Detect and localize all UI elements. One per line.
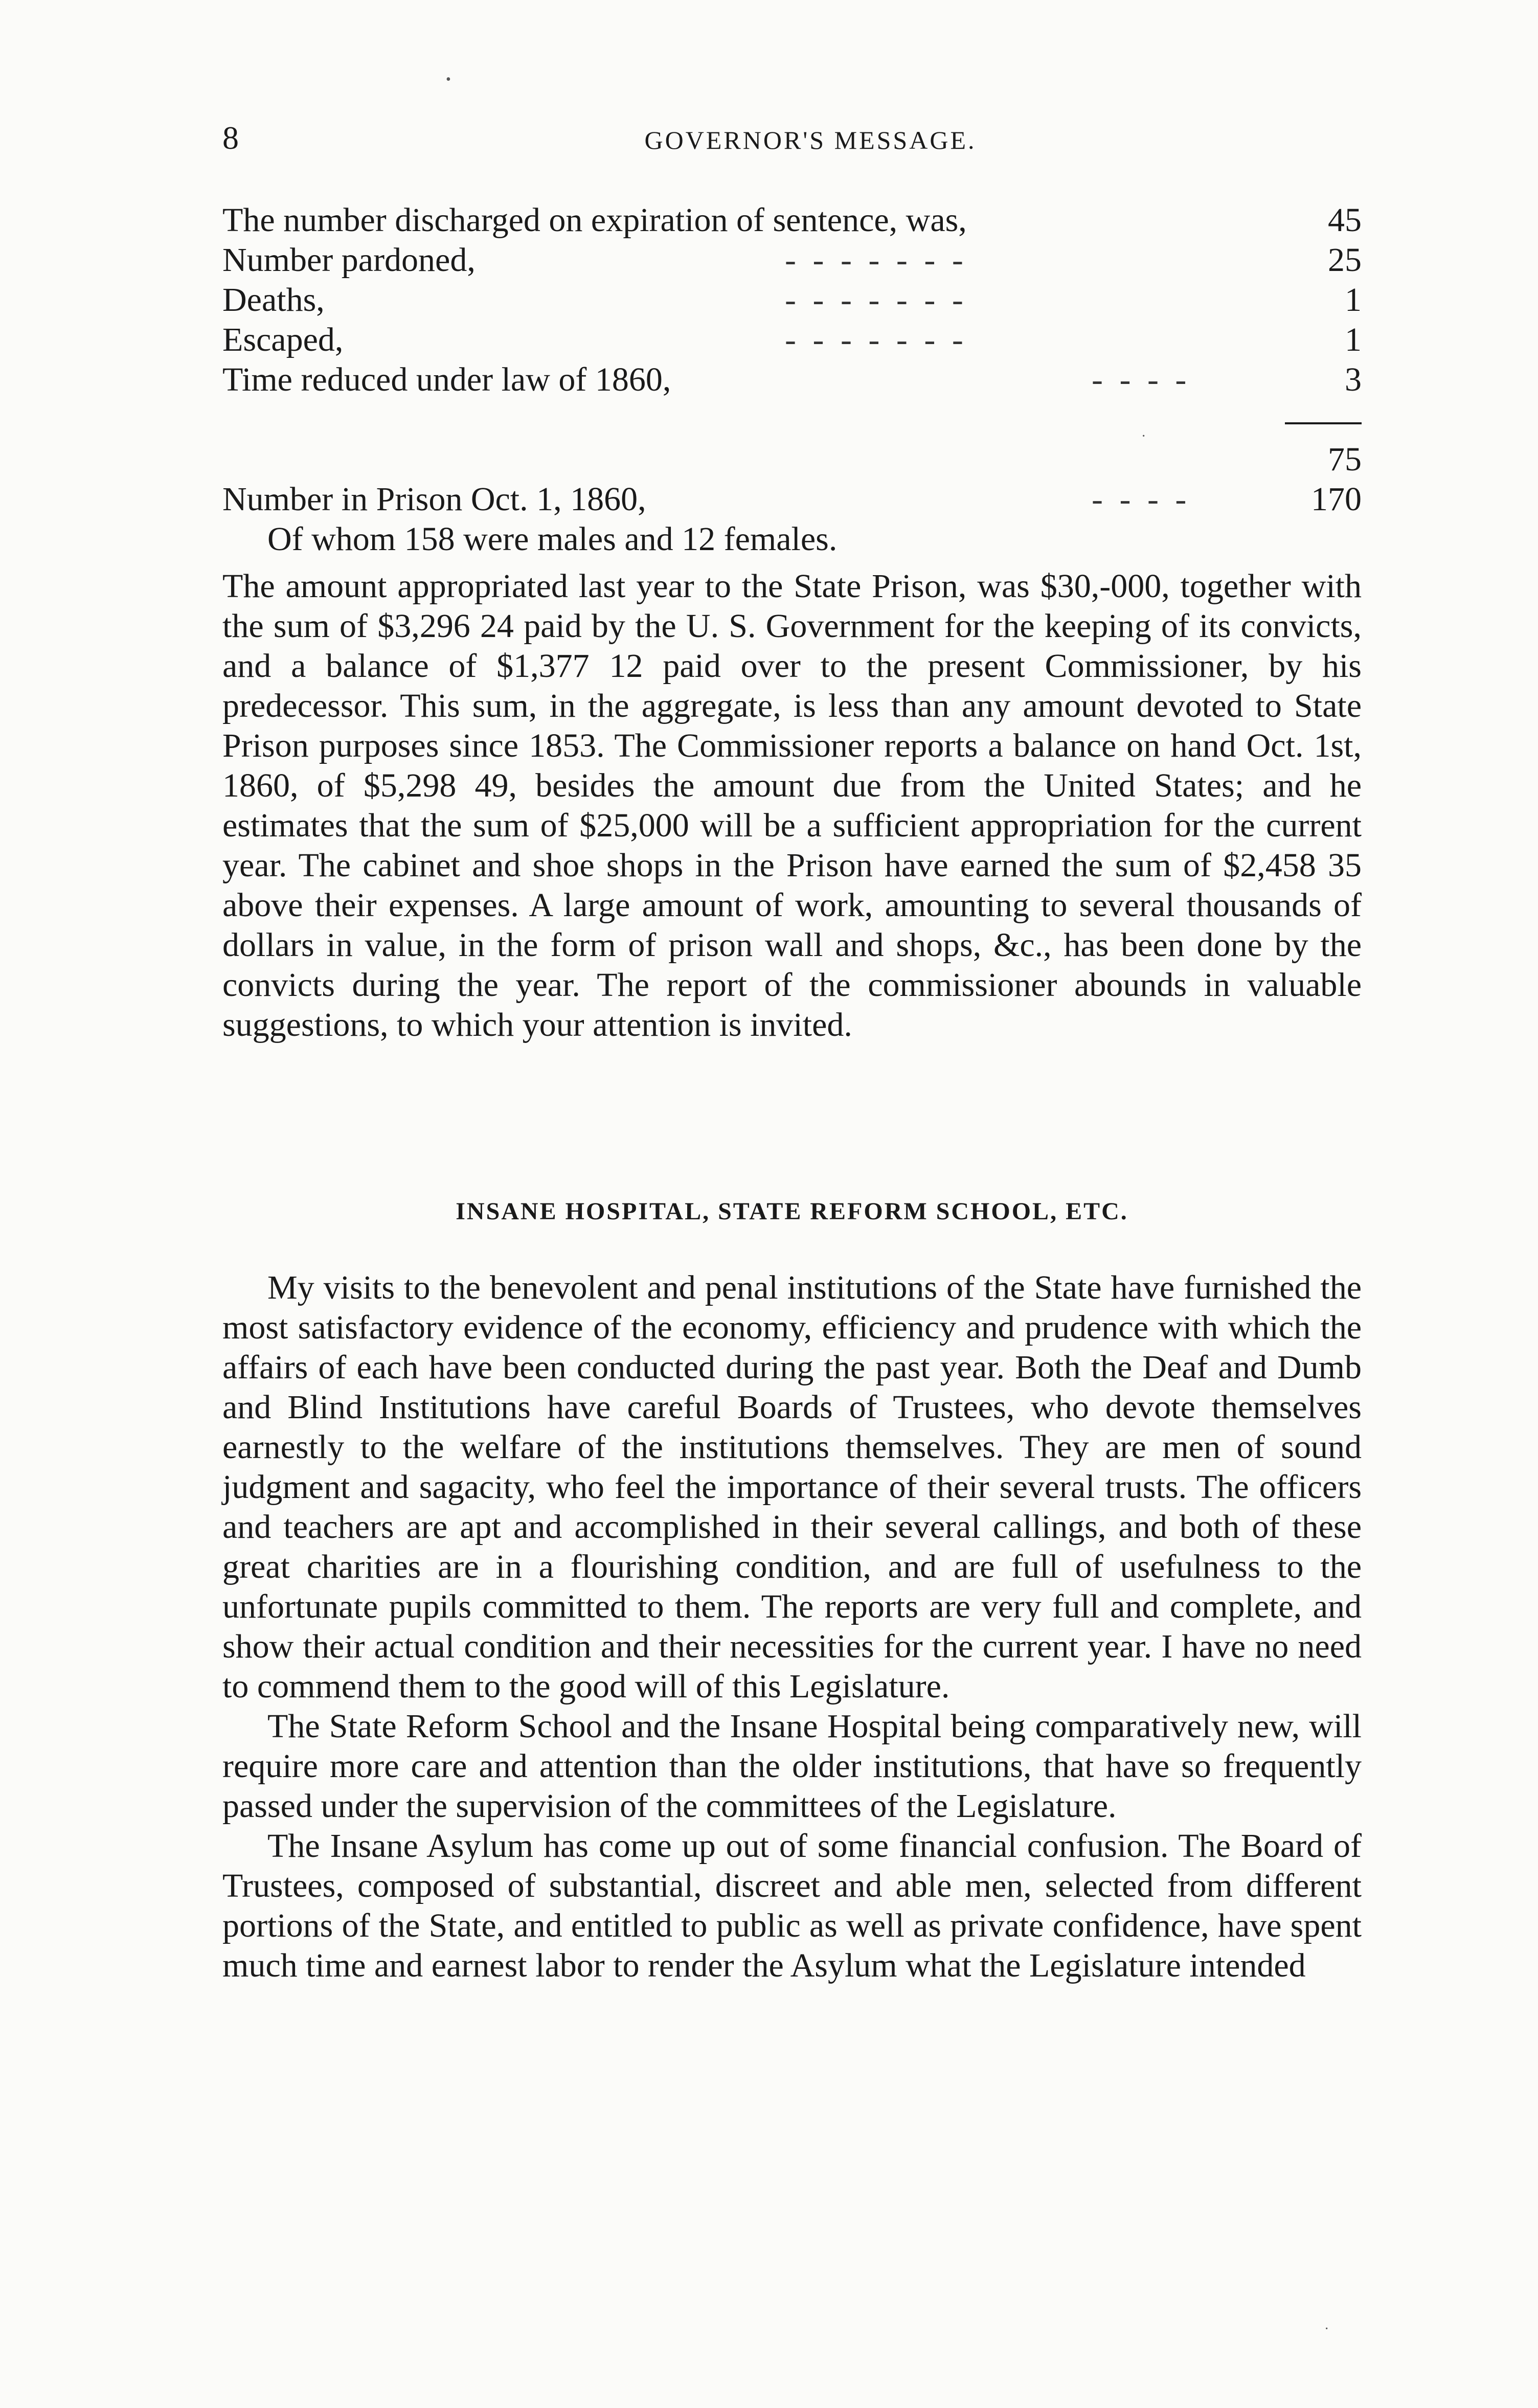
stat-value: 1 xyxy=(1345,321,1362,358)
leader-dashes: - - - - xyxy=(1092,361,1191,398)
stat-label: Number in Prison Oct. 1, 1860, xyxy=(222,481,646,518)
stat-label: Time reduced under law of 1860, xyxy=(222,361,671,398)
paragraph: The State Reform School and the Insane Hospital being comparatively new, will require more care and attention than the older institutions, that have so frequently passed under the supervision of the committees of the Legislature. xyxy=(222,1708,1362,1825)
stat-row-time-reduced xyxy=(222,360,1362,400)
page-header xyxy=(222,117,1362,160)
section-heading: INSANE HOSPITAL, STATE REFORM SCHOOL, ETC. xyxy=(456,1198,1128,1225)
stat-value: 1 xyxy=(1345,281,1362,319)
prison-appropriation-text xyxy=(222,566,1362,1045)
stat-row-discharged xyxy=(222,200,1362,240)
stat-row-escaped xyxy=(222,320,1362,360)
paragraph: The Insane Asylum has come up out of some financial confusion. The Board of Trustees, composed of substantial, discreet and able men, selected from different portions of the State, and entitled to public as well as private confidence, have spent much time and earnest labor to render the Asylum what the Legislature intended xyxy=(222,1827,1362,1984)
paragraph: The amount appropriated last year to the State Prison, was $30,-000, together with the sum of $3,296 24 paid by the U. S. Government for the keeping of its convicts, and a balance of $1,377 12 paid over to the present Commissioner, by his predecessor. This sum, in the aggregate, is less than any amount devoted to State Prison purposes since 1853. The Commissioner reports a balance on hand Oct. 1st, 1860, of $5,298 49, besides the amount due from the United States; and he estimates that the sum of $25,000 will be a sufficient appropriation for the current year. The cabinet and shoe shops in the Prison have earned the sum of $2,458 35 above their expenses. A large amount of work, amounting to several thousands of dollars in value, in the form of prison wall and shops, &c., has been done by the convicts during the year. The report of the commissioner abounds in valuable suggestions, to which your attention is invited. xyxy=(222,567,1362,1043)
stat-row-in-prison xyxy=(222,480,1362,519)
stat-row-deaths xyxy=(222,280,1362,320)
leader-dashes: - - - - - - - xyxy=(785,321,967,358)
paragraph: My visits to the benevolent and penal institutions of the State have furnished the most satisfactory evidence of the economy, efficiency and prudence with which the affairs of each have been conducted during the past year. Both the Deaf and Dumb and Blind Institutions have careful Boards of Trustees, who devote themselves earnestly to the welfare of the institutions themselves. They are men of sound judgment and sagacity, who feel the importance of their several trusts. The officers and teachers are apt and accomplished in their several callings, and both of these great charities are in a flourishing condition, and are full of usefulness to the unfortunate pupils committed to them. The reports are very full and complete, and show their actual condition and their necessities for the current year. I have no need to commend them to the good will of this Legislature. xyxy=(222,1269,1362,1705)
print-speck: • xyxy=(446,72,451,87)
print-speck: · xyxy=(1324,2321,1329,2337)
stat-value: 45 xyxy=(1328,201,1362,239)
stat-row-pardoned xyxy=(222,240,1362,280)
page-number: 8 xyxy=(222,120,239,156)
stat-row-total xyxy=(222,440,1362,480)
print-speck: · xyxy=(1141,428,1146,444)
leader-dashes: - - - - - - - xyxy=(785,241,967,279)
stat-note: Of whom 158 were males and 12 females. xyxy=(267,520,838,558)
stat-label: Escaped, xyxy=(222,321,344,358)
prison-statistics xyxy=(222,200,1362,559)
sum-rule xyxy=(1285,422,1362,424)
leader-dashes: - - - - xyxy=(1092,481,1191,518)
stat-label: The number discharged on expiration of sentence, was, xyxy=(222,201,967,239)
stat-label: Number pardoned, xyxy=(222,241,476,279)
stat-value: 25 xyxy=(1328,241,1362,279)
institutions-text xyxy=(222,1268,1362,1986)
stat-value: 3 xyxy=(1345,361,1362,398)
stat-value: 170 xyxy=(1311,481,1362,518)
stat-total: 75 xyxy=(1328,441,1362,478)
leader-dashes: - - - - - - - xyxy=(785,281,967,319)
running-head: GOVERNOR'S MESSAGE. xyxy=(644,126,977,154)
sum-rule-row xyxy=(222,400,1362,440)
stat-label: Deaths, xyxy=(222,281,325,319)
